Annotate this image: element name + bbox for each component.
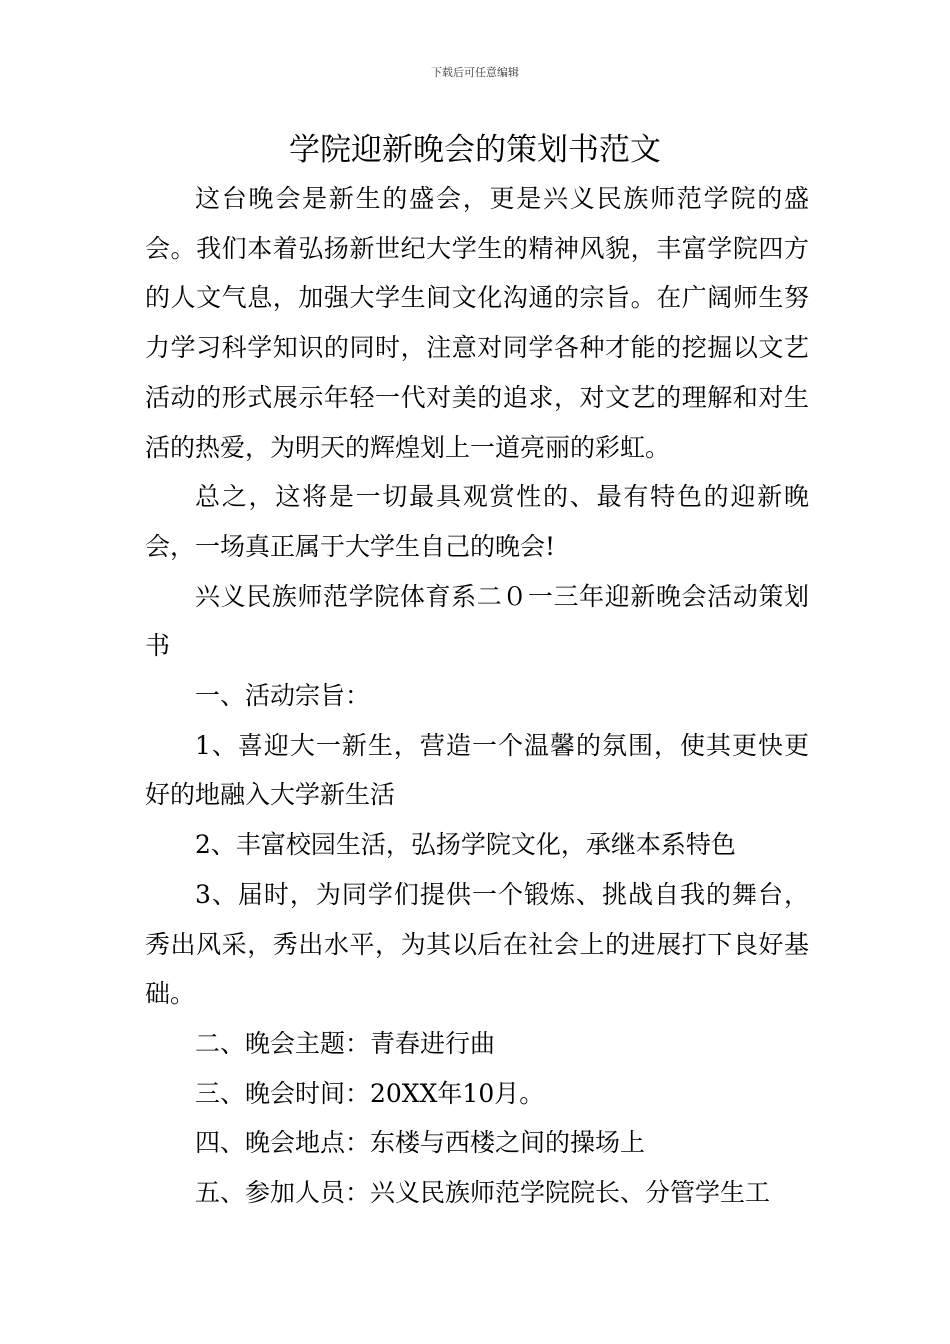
paragraph-summary: 总之，这将是一切最具观赏性的、最有特色的迎新晚会，一场真正属于大学生自己的晚会! xyxy=(145,482,809,561)
header-note: 下载后可任意编辑 xyxy=(431,66,519,79)
document-title: 学院迎新晚会的策划书范文 xyxy=(289,132,661,168)
section-participants: 五、参加人员：兴义民族师范学院院长、分管学生工 xyxy=(195,1178,771,1208)
paragraph-plan-heading: 兴义民族师范学院体育系二０一三年迎新晚会活动策划书 xyxy=(145,581,809,661)
purpose-item-3: 3、届时，为同学们提供一个锻炼、挑战自我的舞台，秀出风采，秀出水平，为其以后在社会上的进展打下良好基础。 xyxy=(145,879,809,1009)
section-theme: 二、晚会主题：青春进行曲 xyxy=(195,1028,496,1058)
section-heading-purpose: 一、活动宗旨： xyxy=(195,681,371,711)
document-body xyxy=(145,174,809,1218)
section-time: 三、晚会时间：20XX年10月。 xyxy=(195,1078,545,1108)
paragraph-intro: 这台晚会是新生的盛会，更是兴义民族师范学院的盛会。我们本着弘扬新世纪大学生的精神风貌，丰富学院四方的人文气息，加强大学生间文化沟通的宗旨。在广阔师生努力学习科学知识的同时，注意对同学各种才能的挖掘以文艺活动的形式展示年轻一代对美的追求，对文艺的理解和对生活的热爱，为明天的辉煌划上一道亮丽的彩虹。 xyxy=(145,184,809,462)
purpose-item-1: 1、喜迎大一新生，营造一个温馨的氛围，使其更快更好的地融入大学新生活 xyxy=(145,730,809,810)
purpose-item-2: 2、丰富校园生活，弘扬学院文化，承继本系特色 xyxy=(195,830,736,860)
section-location: 四、晚会地点：东楼与西楼之间的操场上 xyxy=(195,1128,646,1158)
